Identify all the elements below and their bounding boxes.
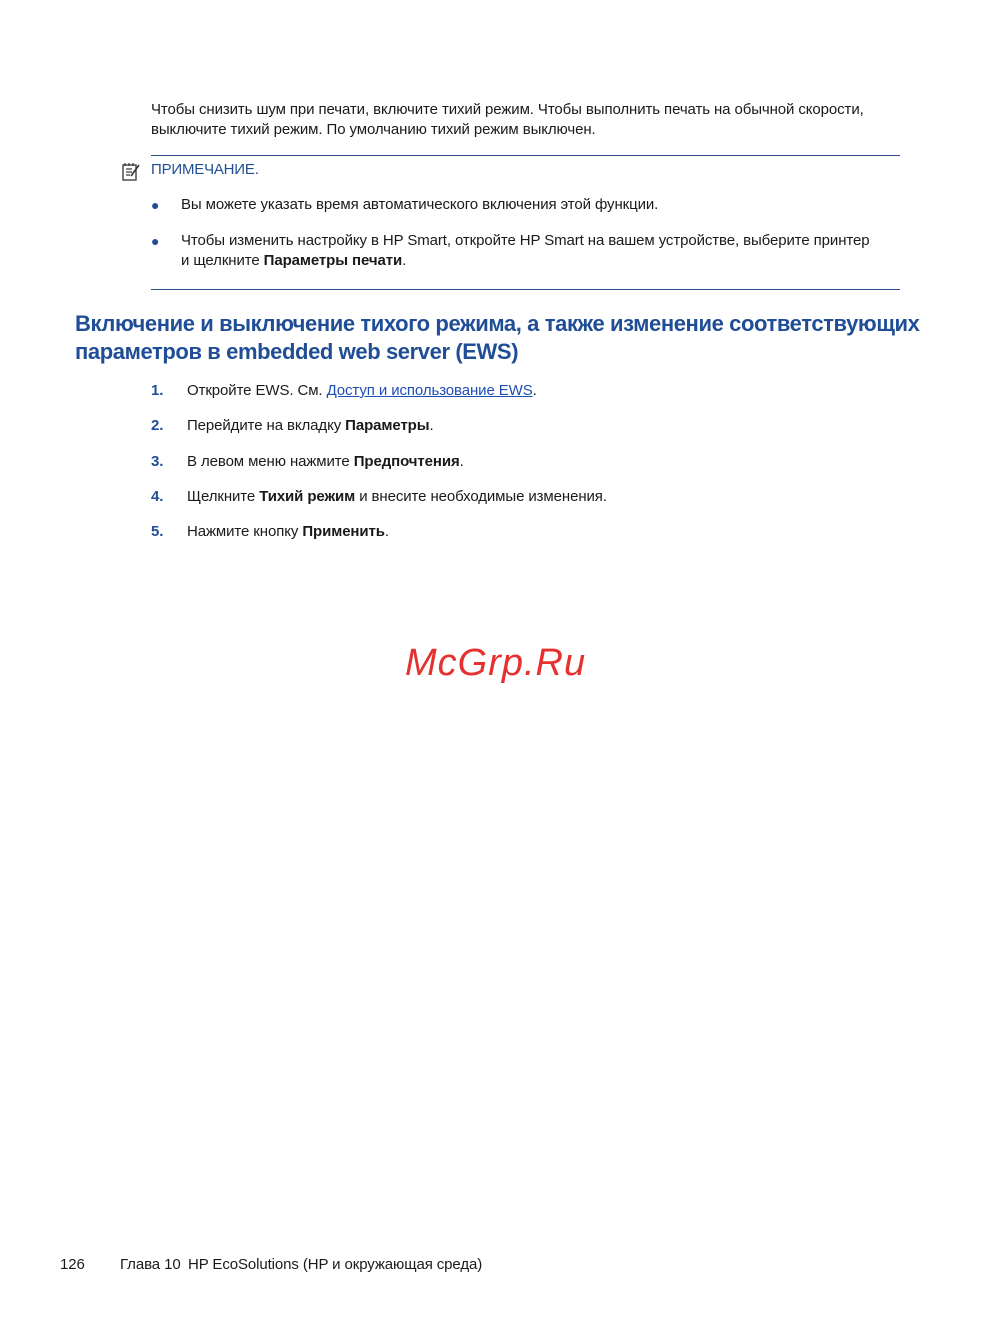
step-bold-term: Применить — [302, 523, 385, 540]
step-number: 1. — [151, 382, 164, 399]
note-bottom-divider — [151, 289, 900, 290]
step-suffix: . — [532, 382, 537, 399]
page-number: 126 — [60, 1256, 85, 1273]
step-suffix: . — [459, 453, 464, 470]
footer-chapter: Глава 10 — [120, 1256, 181, 1273]
step-prefix: Перейдите на вкладку — [187, 417, 346, 434]
print-settings-label: Параметры печати — [263, 252, 403, 269]
bullet-dot: ● — [151, 197, 160, 213]
note-bullet-line-2 — [181, 251, 906, 271]
note-bullet-line-1: Чтобы изменить настройку в HP Smart, откройте HP Smart на вашем устройстве, выберите принтер — [181, 232, 870, 249]
note-icon — [121, 162, 141, 182]
step-prefix: Нажмите кнопку — [187, 523, 303, 540]
ews-access-link[interactable]: Доступ и использование EWS — [326, 382, 533, 399]
watermark: McGrp.Ru — [405, 642, 587, 684]
step-suffix: . — [429, 417, 434, 434]
intro-paragraph — [151, 100, 921, 140]
intro-line-1: Чтобы снизить шум при печати, включите тихий режим. Чтобы выполнить печать на обычной скорости, — [151, 101, 864, 118]
footer-chapter-title: HP EcoSolutions (HP и окружающая среда) — [188, 1256, 483, 1273]
step-text — [187, 487, 907, 507]
note-bullet-suffix: . — [402, 252, 407, 269]
step-text — [187, 381, 907, 401]
step-number: 2. — [151, 417, 164, 434]
step-bold-term: Тихий режим — [259, 488, 356, 505]
note-top-divider — [151, 155, 900, 156]
note-bullet-text — [181, 231, 906, 271]
section-heading-line-2: параметров в embedded web server (EWS) — [75, 339, 519, 364]
section-heading-line-1: Включение и выключение тихого режима, а также изменение соответствующих — [75, 311, 920, 336]
step-text — [187, 452, 907, 472]
note-bullet-prefix: и щелкните — [181, 252, 264, 269]
note-bullet-text: Вы можете указать время автоматического включения этой функции. — [181, 196, 659, 213]
note-title: ПРИМЕЧАНИЕ. — [151, 161, 259, 178]
bullet-dot: ● — [151, 233, 160, 249]
step-prefix: В левом меню нажмите — [187, 453, 354, 470]
step-number: 4. — [151, 488, 164, 505]
step-number: 3. — [151, 453, 164, 470]
step-suffix: . — [384, 523, 389, 540]
step-bold-term: Предпочтения — [353, 453, 460, 470]
step-suffix: и внесите необходимые изменения. — [355, 488, 607, 505]
step-number: 5. — [151, 523, 164, 540]
intro-line-2: выключите тихий режим. По умолчанию тихий режим выключен. — [151, 121, 596, 138]
step-text — [187, 522, 907, 542]
step-bold-term: Параметры — [345, 417, 430, 434]
step-prefix: Щелкните — [187, 488, 260, 505]
step-prefix: Откройте EWS. См. — [187, 382, 327, 399]
step-text — [187, 416, 907, 436]
section-heading — [75, 310, 935, 366]
